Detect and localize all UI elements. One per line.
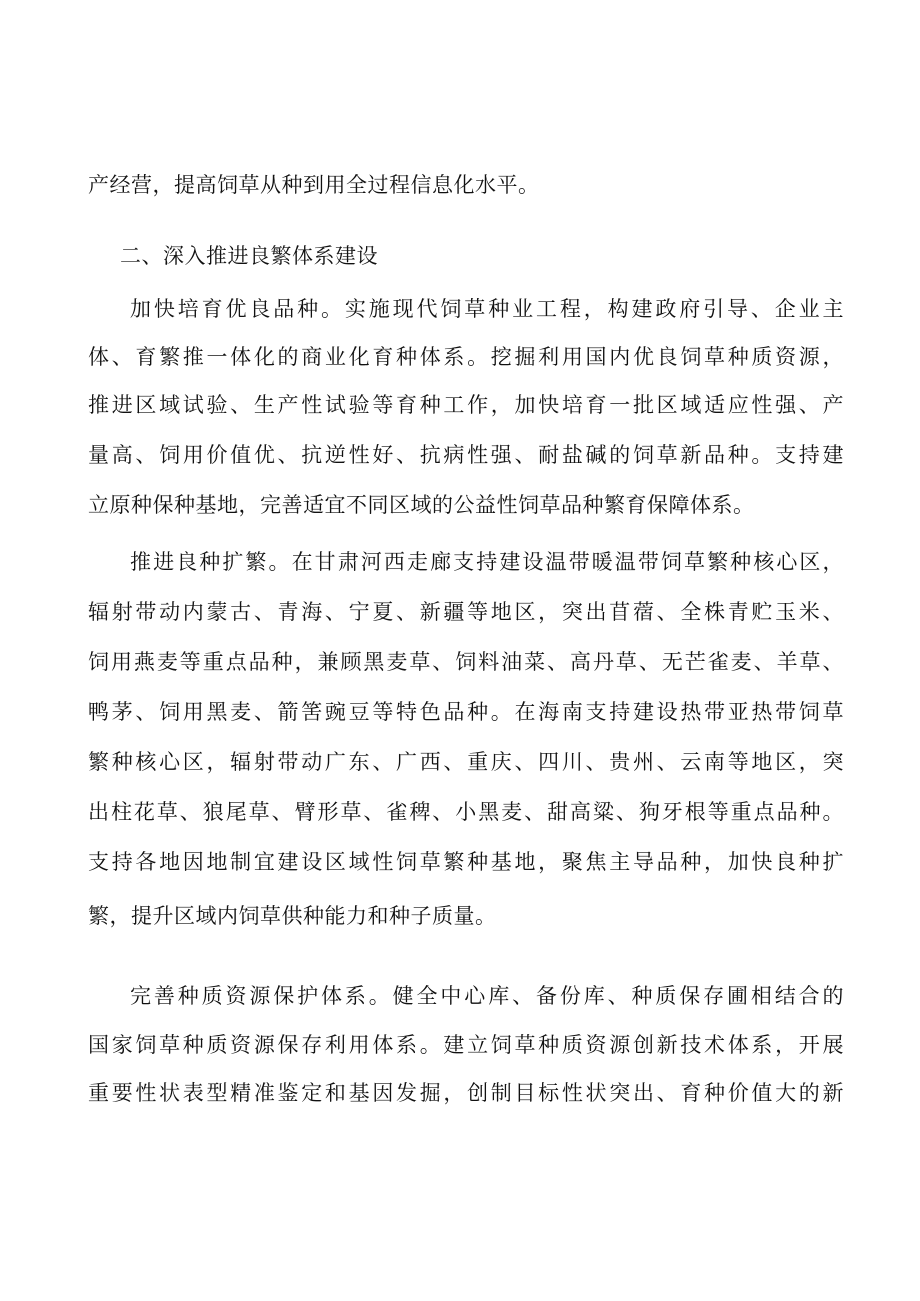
paragraph-line: 繁种核心区，辐射带动广东、广西、重庆、四川、贵州、云南等地区，突 — [88, 750, 844, 774]
paragraph-line: 出柱花草、狼尾草、臂形草、雀稗、小黑麦、甜高粱、狗牙根等重点品种。 — [88, 800, 844, 824]
paragraph-line: 饲用燕麦等重点品种，兼顾黑麦草、饲料油菜、高丹草、无芒雀麦、羊草、 — [88, 650, 844, 674]
paragraph-line: 国家饲草种质资源保存利用体系。建立饲草种质资源创新技术体系，开展 — [88, 1033, 844, 1057]
paragraph-line: 量高、饲用价值优、抗逆性好、抗病性强、耐盐碱的饲草新品种。支持建 — [88, 443, 844, 467]
paragraph-line: 繁，提升区域内饲草供种能力和种子质量。 — [88, 904, 497, 928]
paragraph-line: 辐射带动内蒙古、青海、宁夏、新疆等地区，突出苜蓿、全株青贮玉米、 — [88, 600, 844, 624]
paragraph-line: 产经营，提高饲草从种到用全过程信息化水平。 — [88, 173, 540, 197]
paragraph-line: 支持各地因地制宜建设区域性饲草繁种基地，聚焦主导品种，加快良种扩 — [88, 850, 844, 874]
paragraph-line: 加快培育优良品种。实施现代饲草种业工程，构建政府引导、企业主 — [130, 297, 844, 321]
section-heading: 二、深入推进良繁体系建设 — [120, 244, 378, 268]
paragraph-line: 重要性状表型精准鉴定和基因发掘，创制目标性状突出、育种价值大的新 — [88, 1081, 844, 1105]
paragraph-line: 体、育繁推一体化的商业化育种体系。挖掘利用国内优良饲草种质资源， — [88, 345, 844, 369]
paragraph-line: 立原种保种基地，完善适宜不同区域的公益性饲草品种繁育保障体系。 — [88, 493, 755, 517]
paragraph-line: 推进区域试验、生产性试验等育种工作，加快培育一批区域适应性强、产 — [88, 393, 844, 417]
paragraph-line: 鸭茅、饲用黑麦、箭筈豌豆等特色品种。在海南支持建设热带亚热带饲草 — [88, 700, 844, 724]
paragraph-line: 推进良种扩繁。在甘肃河西走廊支持建设温带暖温带饲草繁种核心区， — [130, 550, 844, 574]
paragraph-line: 完善种质资源保护体系。健全中心库、备份库、种质保存圃相结合的 — [130, 984, 844, 1008]
